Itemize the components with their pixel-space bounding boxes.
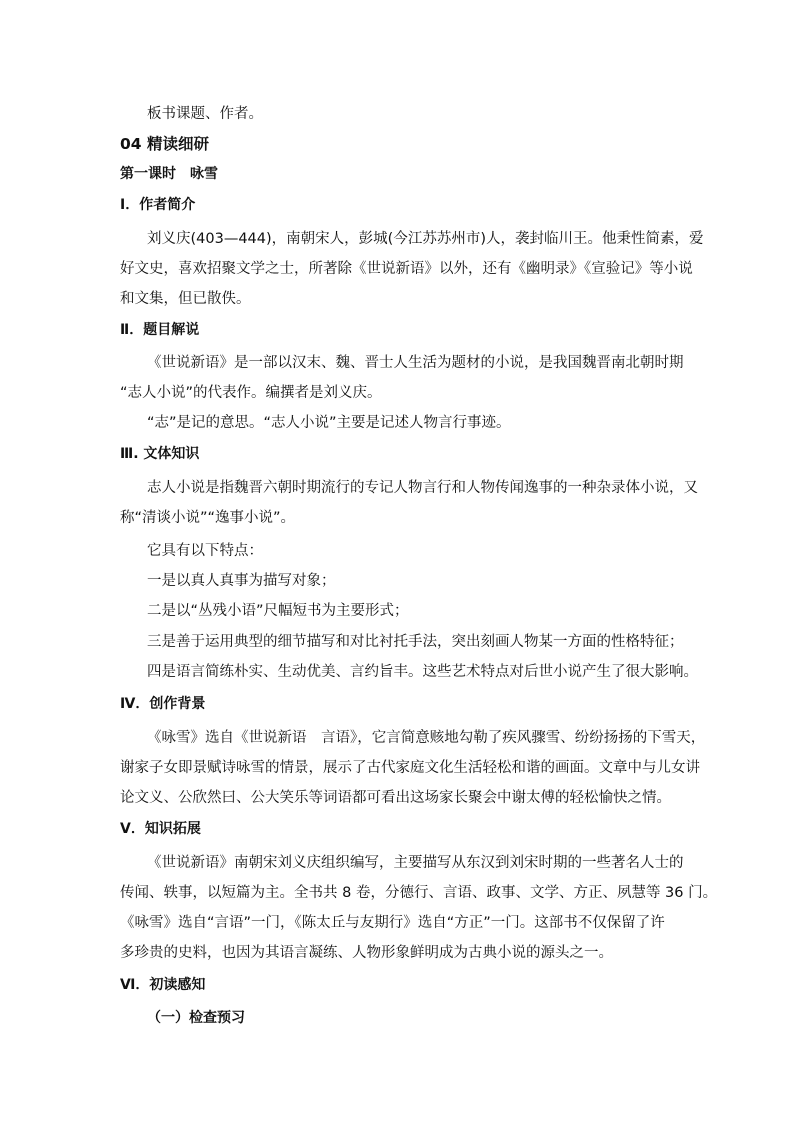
- body-text: 多珍贵的史料，也因为其语言凝练、人物形象鲜明成为古典小说的源头之一。: [120, 945, 613, 961]
- body-text: 谢家子女即景赋诗咏雪的情景，展示了古代家庭文化生活轻松和谐的画面。文章中与儿女讲: [120, 760, 700, 776]
- body-text: 刘义庆(403—444)，南朝宋人，彭城(今江苏苏州市)人，袭封临川王。他秉性简素，爱: [147, 231, 704, 247]
- lesson-heading: 第一课时 咏雪: [120, 166, 218, 182]
- body-text: 论文义、公欣然曰、公大笑乐等词语都可看出这场家长聚会中谢太傅的轻松愉快之情。: [120, 790, 671, 806]
- subsection-heading: Ⅳ．创作背景: [120, 696, 206, 712]
- section-heading: 04 精读细研: [120, 135, 209, 153]
- list-item: 三是善于运用典型的细节描写和对比衬托手法，突出刻画人物某一方面的性格特征；: [147, 634, 684, 650]
- subsection-heading: Ⅰ．作者简介: [120, 197, 196, 213]
- list-item: 四是语言简练朴实、生动优美、言约旨丰。这些艺术特点对后世小说产生了很大影响。: [147, 664, 698, 680]
- body-text: 板书课题、作者。: [147, 106, 263, 122]
- body-text: 《咏雪》选自《世说新语 言语》，它言简意赅地勾勒了疾风骤雪、纷纷扬扬的下雪天，: [147, 730, 706, 746]
- subsection-heading: Ⅲ. 文体知识: [120, 446, 200, 462]
- body-text: 称“清谈小说”“逸事小说”。: [120, 510, 296, 526]
- subsection-heading: Ⅴ．知识拓展: [120, 821, 201, 837]
- subsection-heading: Ⅱ．题目解说: [120, 322, 200, 338]
- list-item: 二是以“丛残小语”尺幅短书为主要形式；: [147, 603, 409, 619]
- body-text: 好文史，喜欢招聚文学之士，所著除《世说新语》以外，还有《幽明录》《宣验记》等小说: [120, 261, 693, 277]
- list-item: 一是以真人真事为描写对象；: [147, 573, 336, 589]
- body-text: “志”是记的意思。“志人小说”主要是记述人物言行事迹。: [147, 415, 511, 431]
- body-text: 《世说新语》是一部以汉末、魏、晋士人生活为题材的小说，是我国魏晋南北朝时期: [147, 355, 684, 371]
- body-text: 传闻、轶事，以短篇为主。全书共 8 卷，分德行、言语、政事、文学、方正、夙慧等 36 门。: [120, 885, 718, 901]
- body-text: 《咏雪》选自“言语”一门，《陈太丘与友期行》选自“方正”一门。这部书不仅保留了许: [120, 915, 665, 931]
- body-text: “志人小说”的代表作。编撰者是刘义庆。: [120, 385, 382, 401]
- body-text: 它具有以下特点：: [147, 543, 263, 559]
- body-text: 和文集，但已散佚。: [120, 291, 251, 307]
- body-text: 志人小说是指魏晋六朝时期流行的专记人物言行和人物传闻逸事的一种杂录体小说，又: [147, 480, 698, 496]
- subsection-heading: Ⅵ．初读感知: [120, 977, 206, 993]
- body-text: 《世说新语》南朝宋刘义庆组织编写，主要描写从东汉到刘宋时期的一些著名人士的: [147, 855, 684, 871]
- subsection-subheading: （一）检查预习: [147, 1010, 245, 1026]
